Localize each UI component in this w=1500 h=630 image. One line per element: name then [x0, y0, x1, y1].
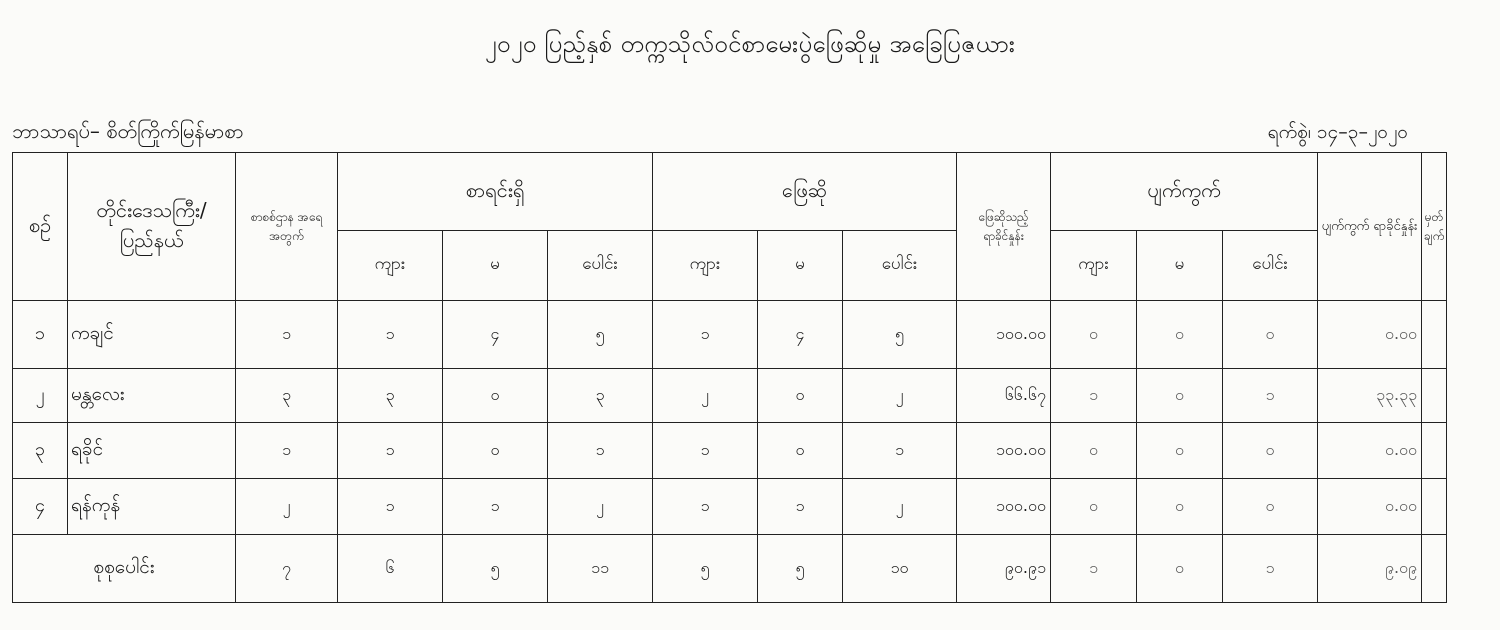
row-sat-percent: ၁၀၀.၀၀ — [957, 301, 1051, 369]
row-abs-male: ၀ — [1051, 301, 1137, 369]
row-reg-female: ၀ — [443, 369, 548, 423]
row-sat-male: ၂ — [653, 369, 758, 423]
table-row — [13, 423, 1447, 479]
row-remark — [1422, 423, 1447, 479]
header-sat-male: ကျား — [653, 231, 758, 301]
row-centers: ၂ — [236, 479, 338, 535]
date-label: ရက်စွဲ၊ ၁၄–၃–၂၀၂၀ — [1267, 121, 1408, 143]
row-centers: ၃ — [236, 369, 338, 423]
row-abs-male: ၀ — [1051, 479, 1137, 535]
totals-sat-percent: ၉၀.၉၁ — [957, 535, 1051, 603]
totals-abs-female: ၀ — [1137, 535, 1223, 603]
totals-sat-total: ၁၀ — [843, 535, 957, 603]
row-region: ကချင် — [68, 301, 236, 369]
row-reg-female: ၀ — [443, 423, 548, 479]
row-sat-female: ၀ — [758, 423, 843, 479]
header-no: စဉ် — [13, 153, 68, 301]
row-reg-male: ၁ — [338, 479, 443, 535]
row-abs-total: ၁ — [1223, 369, 1318, 423]
row-sat-percent: ၁၀၀.၀၀ — [957, 423, 1051, 479]
totals-sat-male: ၅ — [653, 535, 758, 603]
row-no: ၃ — [13, 423, 68, 479]
totals-sat-female: ၅ — [758, 535, 843, 603]
row-abs-female: ၀ — [1137, 369, 1223, 423]
row-sat-male: ၁ — [653, 423, 758, 479]
header-sat-female: မ — [758, 231, 843, 301]
totals-abs-percent: ၉.၀၉ — [1318, 535, 1422, 603]
row-abs-percent: ၀.၀၀ — [1318, 301, 1422, 369]
results-table — [12, 152, 1447, 603]
row-remark — [1422, 301, 1447, 369]
header-centers: စာစစ်ဌာန အရေ အတွက် — [236, 153, 338, 301]
row-abs-female: ၀ — [1137, 423, 1223, 479]
header-reg-male: ကျား — [338, 231, 443, 301]
row-sat-male: ၁ — [653, 301, 758, 369]
row-remark — [1422, 479, 1447, 535]
row-abs-percent: ၀.၀၀ — [1318, 423, 1422, 479]
totals-reg-male: ၆ — [338, 535, 443, 603]
row-no: ၁ — [13, 301, 68, 369]
header-remarks: မှတ် ချက် — [1422, 153, 1447, 301]
row-region: ရန်ကုန် — [68, 479, 236, 535]
row-reg-male: ၁ — [338, 301, 443, 369]
totals-label: စုစုပေါင်း — [13, 535, 236, 603]
row-reg-female: ၄ — [443, 301, 548, 369]
table-row — [13, 479, 1447, 535]
totals-remark — [1422, 535, 1447, 603]
row-sat-total: ၁ — [843, 423, 957, 479]
header-abs-male: ကျား — [1051, 231, 1137, 301]
table-row — [13, 369, 1447, 423]
row-reg-male: ၁ — [338, 423, 443, 479]
row-abs-percent: ၀.၀၀ — [1318, 479, 1422, 535]
row-reg-total: ၃ — [548, 369, 653, 423]
header-registered: စာရင်းရှိ — [338, 153, 653, 231]
totals-abs-total: ၁ — [1223, 535, 1318, 603]
row-region: မန္တလေး — [68, 369, 236, 423]
row-sat-total: ၂ — [843, 479, 957, 535]
row-reg-total: ၅ — [548, 301, 653, 369]
row-sat-percent: ၁၀၀.၀၀ — [957, 479, 1051, 535]
table-row — [13, 301, 1447, 369]
page-title: ၂၀၂၀ ပြည့်နှစ် တက္ကသိုလ်ဝင်စာမေးပွဲဖြေဆိုမှု အခြေပြဇယား — [484, 30, 1016, 58]
row-sat-total: ၅ — [843, 301, 957, 369]
header-absent: ပျက်ကွက် — [1051, 153, 1318, 231]
row-reg-male: ၃ — [338, 369, 443, 423]
header-reg-total: ပေါင်း — [548, 231, 653, 301]
header-sat-total: ပေါင်း — [843, 231, 957, 301]
row-abs-female: ၀ — [1137, 479, 1223, 535]
row-sat-female: ၀ — [758, 369, 843, 423]
row-abs-male: ၀ — [1051, 423, 1137, 479]
row-abs-total: ၀ — [1223, 479, 1318, 535]
row-sat-percent: ၆၆.၆၇ — [957, 369, 1051, 423]
header-row-top — [13, 153, 1447, 231]
header-sat-percent: ဖြေဆိုသည့် ရာခိုင်နှုန်း — [957, 153, 1051, 301]
row-centers: ၁ — [236, 423, 338, 479]
row-abs-male: ၁ — [1051, 369, 1137, 423]
row-abs-total: ၀ — [1223, 301, 1318, 369]
totals-row — [13, 535, 1447, 603]
row-reg-total: ၁ — [548, 423, 653, 479]
header-reg-female: မ — [443, 231, 548, 301]
header-abs-total: ပေါင်း — [1223, 231, 1318, 301]
row-reg-total: ၂ — [548, 479, 653, 535]
row-region: ရခိုင် — [68, 423, 236, 479]
row-reg-female: ၁ — [443, 479, 548, 535]
row-no: ၄ — [13, 479, 68, 535]
row-centers: ၁ — [236, 301, 338, 369]
row-sat-female: ၁ — [758, 479, 843, 535]
totals-abs-male: ၁ — [1051, 535, 1137, 603]
row-sat-female: ၄ — [758, 301, 843, 369]
row-sat-male: ၁ — [653, 479, 758, 535]
header-sat: ဖြေဆို — [653, 153, 957, 231]
totals-reg-total: ၁၁ — [548, 535, 653, 603]
header-region: တိုင်းဒေသကြီး/ပြည်နယ် — [68, 153, 236, 301]
header-absent-percent: ပျက်ကွက် ရာခိုင်နှုန်း — [1318, 153, 1422, 301]
row-abs-female: ၀ — [1137, 301, 1223, 369]
row-remark — [1422, 369, 1447, 423]
totals-centers: ၇ — [236, 535, 338, 603]
row-abs-percent: ၃၃.၃၃ — [1318, 369, 1422, 423]
totals-reg-female: ၅ — [443, 535, 548, 603]
row-no: ၂ — [13, 369, 68, 423]
row-sat-total: ၂ — [843, 369, 957, 423]
subject-label: ဘာသာရပ်– စိတ်ကြိုက်မြန်မာစာ — [12, 119, 244, 143]
header-abs-female: မ — [1137, 231, 1223, 301]
row-abs-total: ၀ — [1223, 423, 1318, 479]
